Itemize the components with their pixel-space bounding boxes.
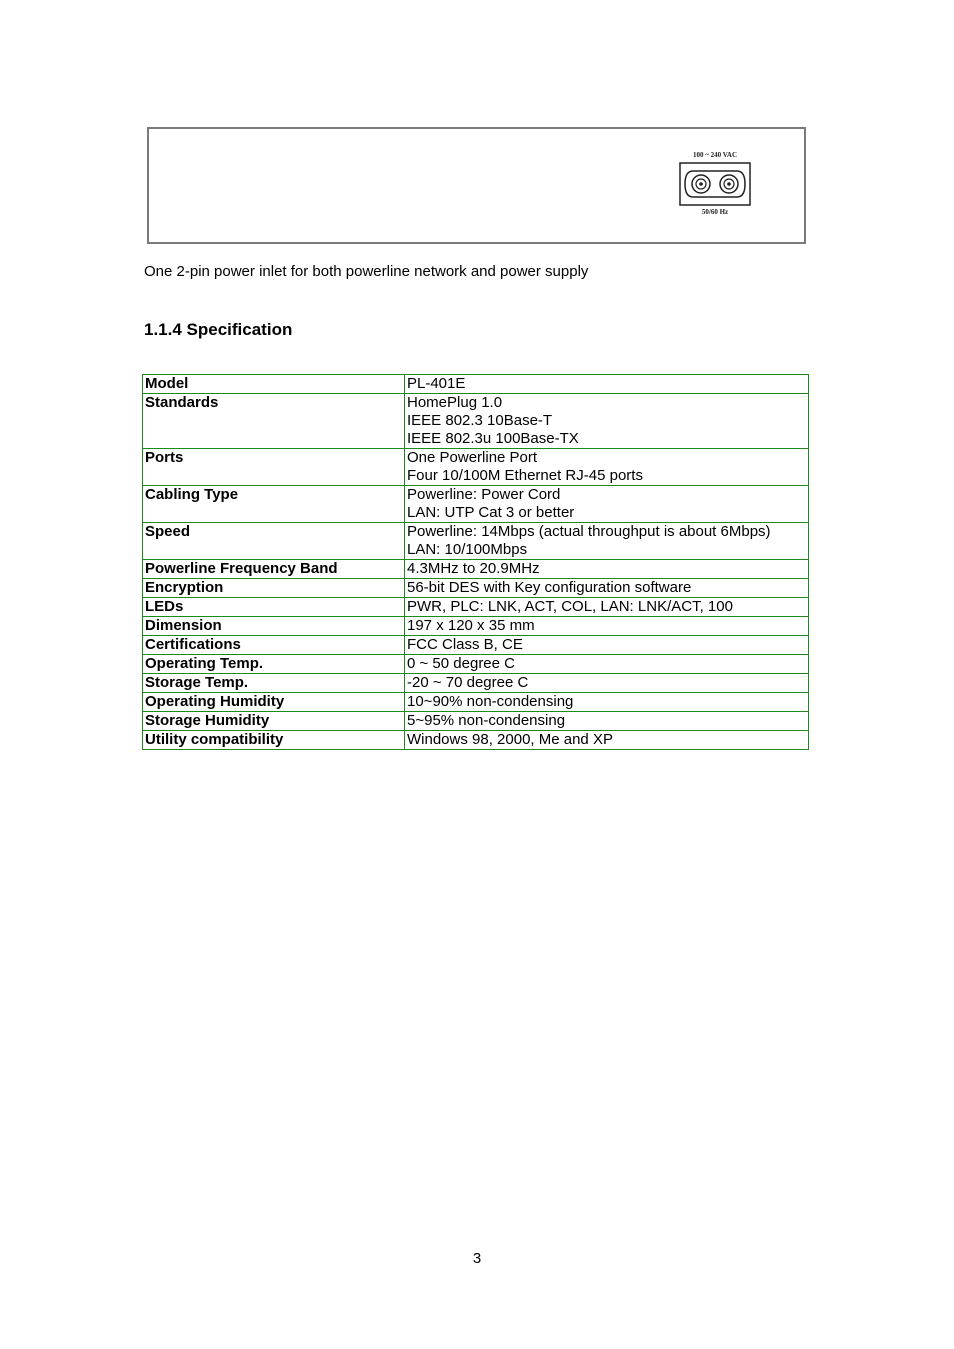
spec-value-line: Windows 98, 2000, Me and XP xyxy=(407,731,613,748)
spec-row xyxy=(143,598,809,617)
spec-row xyxy=(143,449,809,486)
spec-value xyxy=(405,655,809,674)
spec-value-line: IEEE 802.3 10Base-T xyxy=(407,412,553,429)
spec-value xyxy=(405,523,809,560)
spec-label: Operating Humidity xyxy=(143,693,405,712)
spec-value-line: 5~95% non-condensing xyxy=(407,712,566,729)
spec-value xyxy=(405,636,809,655)
spec-value xyxy=(405,579,809,598)
spec-value-line: PL-401E xyxy=(407,375,466,392)
spec-label: Encryption xyxy=(143,579,405,598)
spec-value xyxy=(405,617,809,636)
spec-value xyxy=(405,375,809,394)
spec-row xyxy=(143,486,809,523)
spec-label: LEDs xyxy=(143,598,405,617)
spec-value xyxy=(405,394,809,449)
spec-value-line: LAN: UTP Cat 3 or better xyxy=(407,504,575,521)
spec-value-line: -20 ~ 70 degree C xyxy=(407,674,529,691)
spec-value xyxy=(405,674,809,693)
spec-row xyxy=(143,712,809,731)
spec-label: Storage Humidity xyxy=(143,712,405,731)
spec-value xyxy=(405,486,809,523)
spec-label: Ports xyxy=(143,449,405,486)
spec-value-line: 10~90% non-condensing xyxy=(407,693,574,710)
spec-row xyxy=(143,693,809,712)
spec-value-line: FCC Class B, CE xyxy=(407,636,523,653)
power-socket-icon xyxy=(679,162,751,206)
spec-row xyxy=(143,394,809,449)
spec-value-line: HomePlug 1.0 xyxy=(407,394,503,411)
spec-label: Operating Temp. xyxy=(143,655,405,674)
spec-value xyxy=(405,598,809,617)
figure-caption: One 2-pin power inlet for both powerline network and power supply xyxy=(144,263,589,280)
spec-value-line: Powerline: Power Cord xyxy=(407,486,561,503)
section-heading: 1.1.4 Specification xyxy=(144,320,293,339)
specification-table-body xyxy=(143,375,809,750)
spec-row xyxy=(143,560,809,579)
spec-label: Dimension xyxy=(143,617,405,636)
spec-value-line: LAN: 10/100Mbps xyxy=(407,541,528,558)
voltage-label: 100 ~ 240 VAC xyxy=(692,151,738,159)
spec-row xyxy=(143,375,809,394)
spec-value-line: 56-bit DES with Key configuration software xyxy=(407,579,692,596)
spec-label: Cabling Type xyxy=(143,486,405,523)
spec-value-line: One Powerline Port xyxy=(407,449,538,466)
spec-label: Speed xyxy=(143,523,405,560)
page-number: 3 xyxy=(472,1250,482,1267)
spec-row xyxy=(143,617,809,636)
spec-row xyxy=(143,674,809,693)
spec-value-line: Powerline: 14Mbps (actual throughput is about 6Mbps) xyxy=(407,523,771,540)
spec-label: Powerline Frequency Band xyxy=(143,560,405,579)
spec-label: Storage Temp. xyxy=(143,674,405,693)
spec-value-line: 197 x 120 x 35 mm xyxy=(407,617,535,634)
spec-row xyxy=(143,523,809,560)
frequency-label: 50/60 Hz xyxy=(701,208,729,216)
spec-row xyxy=(143,655,809,674)
spec-value xyxy=(405,712,809,731)
spec-row xyxy=(143,731,809,750)
spec-label: Certifications xyxy=(143,636,405,655)
spec-label: Utility compatibility xyxy=(143,731,405,750)
spec-value xyxy=(405,560,809,579)
spec-value xyxy=(405,693,809,712)
specification-table xyxy=(142,374,809,750)
spec-value-line: PWR, PLC: LNK, ACT, COL, LAN: LNK/ACT, 100 xyxy=(407,598,733,615)
spec-value xyxy=(405,449,809,486)
spec-value-line: IEEE 802.3u 100Base-TX xyxy=(407,430,579,447)
spec-row xyxy=(143,579,809,598)
spec-value-line: 0 ~ 50 degree C xyxy=(407,655,515,672)
power-inlet-figure xyxy=(147,127,806,244)
spec-value xyxy=(405,731,809,750)
power-inlet-diagram xyxy=(679,149,759,219)
spec-value-line: Four 10/100M Ethernet RJ-45 ports xyxy=(407,467,643,484)
spec-row xyxy=(143,636,809,655)
spec-value-line: 4.3MHz to 20.9MHz xyxy=(407,560,540,577)
spec-label: Standards xyxy=(143,394,405,449)
spec-label: Model xyxy=(143,375,405,394)
